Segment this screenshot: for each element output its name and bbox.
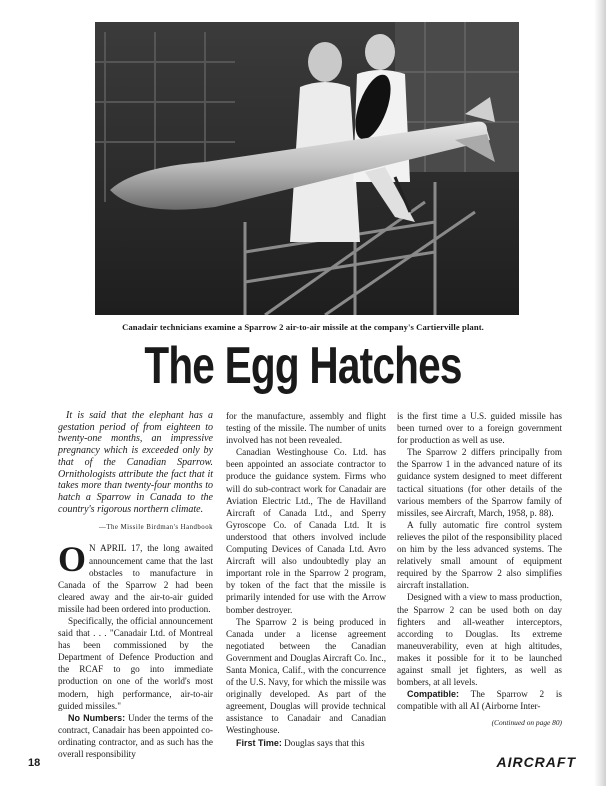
paragraph <box>397 688 562 712</box>
paragraph: is the first time a U.S. guided missile has been turned over to a foreign government for production as well as use. <box>397 411 562 446</box>
paragraph <box>58 712 213 760</box>
subhead: No Numbers: <box>68 712 126 723</box>
article-photo <box>95 22 519 315</box>
page-edge-shadow <box>594 0 606 786</box>
column-2 <box>226 410 386 749</box>
epigraph: It is said that the elephant has a gestation period of from eighteen to twenty-one months, an impressive pregnancy which is exceeded only by that of the Canadian Sparrow. Ornithologists attribute the fact that it takes more than twenty-four months to hatch a Sparrow in Canada to the country's rigorous northern climate. <box>58 410 213 515</box>
paragraph-text: Under the terms of the contract, Canadair has been appointed co-ordinating contractor, and as such has the overall responsibility <box>58 712 213 760</box>
column-1 <box>58 410 213 760</box>
photo-caption: Canadair technicians examine a Sparrow 2 air-to-air missile at the company's Cartierville plant. <box>122 322 484 332</box>
paragraph <box>226 737 386 749</box>
page-number: 18 <box>28 757 41 769</box>
magazine-name: AIRCRAFT <box>496 754 576 770</box>
subhead: Compatible: <box>407 689 460 700</box>
subhead: First Time: <box>236 737 282 748</box>
drop-cap: O <box>58 539 87 580</box>
continued-note: (Continued on page 80) <box>491 718 562 728</box>
paragraph: for the manufacture, assembly and flight testing of the missile. The number of units involved has not been revealed. <box>226 411 386 446</box>
lead-text: N APRIL 17, the long awaited announcement came that the last obstacles to manufacture in Canada of the Sparrow 2 had been cleared away and the air-to-air guided missile had been ordered into production. <box>58 543 213 614</box>
paragraph: Designed with a view to mass production, the Sparrow 2 can be used both on day fighters and all-weather interceptors, according to Douglas. Its extreme maneuverability, even at high altitudes, makes it possible for it to be launched against small jet fighters, as well as bombers, at all levels. <box>397 592 562 688</box>
paragraph: Specifically, the official announcement said that . . . "Canadair Ltd. of Montreal has been commissioned by the Department of Defence Production and the RCAF to go into immediate production on one of the world's most modern, high performance, air-to-air guided missiles." <box>58 615 213 711</box>
paragraph: The Sparrow 2 is being produced in Canada under a license agreement negotiated between the Canadian Government and Douglas Aircraft Co. Inc., Santa Monica, Calif., with the concurrence of the U.S. Navy, for which the missile was originally developed. As part of the agreement, Douglas will provide technical assistance to Canadair and Canadian Westinghouse. <box>226 616 386 736</box>
epigraph-source: —The Missile Birdman's Handbook <box>99 524 213 532</box>
paragraph: A fully automatic fire control system relieves the pilot of the responsibility placed on him by the less advanced systems. The relatively small amount of equipment required by the Sparrow 2 also simplifies aircraft installation. <box>397 519 562 591</box>
paragraph-text: The Sparrow 2 is compatible with all AI (Airborne Inter- <box>397 689 562 712</box>
paragraph-text: Douglas says that this <box>281 737 365 748</box>
article-headline: The Egg Hatches <box>144 337 462 395</box>
paragraph: Canadian Westinghouse Co. Ltd. has been appointed an associate contractor to produce the guidance system. Firms who will do sub-contract work for Canadair are Aviation Electric Ltd., The de Havilland Aircraft of Canada Ltd., and Sperry Gyroscope Co. of Canada Ltd. It is understood that others involved include Computing Devices of Canada Ltd. Avro Aircraft will also undoubtedly play an important role in the Sparrow 2 program, by token of the fact that the missile is primarily intended for use with the Arrow bomber destroyer. <box>226 447 386 615</box>
column-3 <box>397 410 562 729</box>
paragraph: The Sparrow 2 differs principally from the Sparrow 1 in the advanced nature of its guidance system designed to meet different tactical situations (for other details of the various members of the Sparrow family of missiles, see Aircraft, March, 1958, p. 88). <box>397 447 562 518</box>
lead-paragraph <box>58 539 213 615</box>
